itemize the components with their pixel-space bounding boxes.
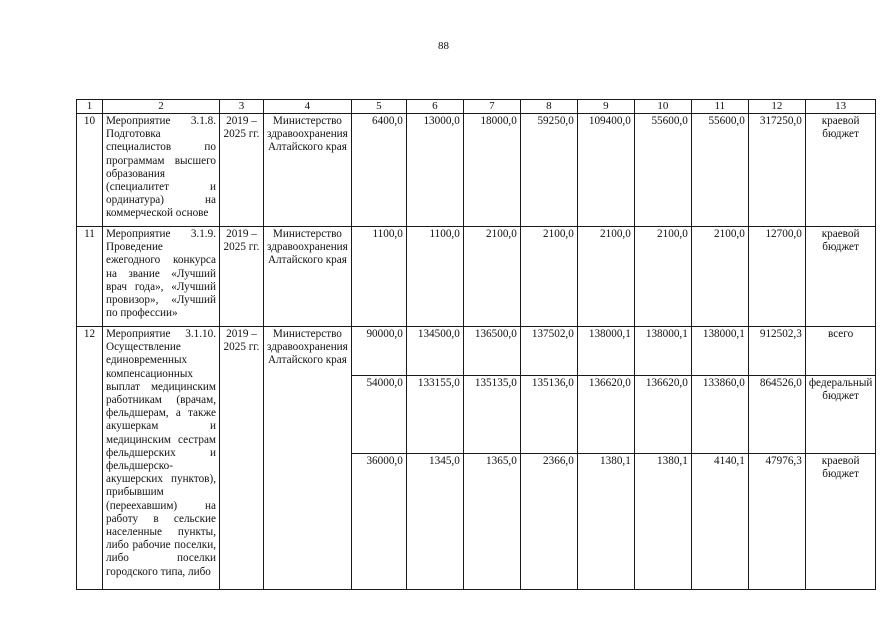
- value-cell: 1365,0: [463, 454, 520, 590]
- column-header: 4: [264, 100, 352, 114]
- column-header: 10: [634, 100, 691, 114]
- value-cell: 1100,0: [351, 227, 406, 327]
- row-number: 12: [77, 327, 103, 590]
- column-header: 12: [748, 100, 805, 114]
- value-cell: 864526,0: [748, 376, 805, 454]
- table-row: [77, 114, 876, 227]
- page-number: 88: [438, 40, 449, 52]
- value-cell: 134500,0: [406, 327, 463, 376]
- column-header: 6: [406, 100, 463, 114]
- value-cell: 2100,0: [577, 227, 634, 327]
- value-cell: 133860,0: [691, 376, 748, 454]
- value-cell: 1100,0: [406, 227, 463, 327]
- executor-cell: Министерство здравоохранения Алтайского края: [264, 327, 352, 590]
- value-cell: 6400,0: [351, 114, 406, 227]
- value-cell: 136620,0: [577, 376, 634, 454]
- value-cell: 13000,0: [406, 114, 463, 227]
- value-cell: 36000,0: [351, 454, 406, 590]
- funding-source: всего: [805, 327, 876, 376]
- funding-source: краевой бюджет: [805, 114, 876, 227]
- funding-source: краевой бюджет: [805, 454, 876, 590]
- column-header: 3: [220, 100, 264, 114]
- executor-cell: Министерство здравоохранения Алтайского края: [264, 227, 352, 327]
- value-cell: 59250,0: [520, 114, 577, 227]
- value-cell: 912502,3: [748, 327, 805, 376]
- value-cell: 317250,0: [748, 114, 805, 227]
- value-cell: 138000,1: [691, 327, 748, 376]
- executor-cell: Министерство здравоохранения Алтайского края: [264, 114, 352, 227]
- value-cell: 136500,0: [463, 327, 520, 376]
- value-cell: 2100,0: [463, 227, 520, 327]
- column-header: 7: [463, 100, 520, 114]
- value-cell: 138000,1: [577, 327, 634, 376]
- column-header: 13: [805, 100, 876, 114]
- funding-source: краевой бюджет: [805, 227, 876, 327]
- value-cell: 18000,0: [463, 114, 520, 227]
- column-number-header-row: [77, 100, 876, 114]
- funding-source: федеральный бюджет: [805, 376, 876, 454]
- table-row: [77, 327, 876, 376]
- value-cell: 136620,0: [634, 376, 691, 454]
- column-header: 9: [577, 100, 634, 114]
- value-cell: 1380,1: [577, 454, 634, 590]
- value-cell: 2100,0: [520, 227, 577, 327]
- value-cell: 1345,0: [406, 454, 463, 590]
- program-measures-table: [76, 99, 876, 590]
- value-cell: 135135,0: [463, 376, 520, 454]
- measure-name: Мероприятие 3.1.9. Проведение ежегодного конкурса на звание «Лучший врач года», «Лучший провизор», «Лучший по профессии»: [103, 227, 220, 327]
- column-header: 11: [691, 100, 748, 114]
- value-cell: 133155,0: [406, 376, 463, 454]
- value-cell: 90000,0: [351, 327, 406, 376]
- value-cell: 4140,1: [691, 454, 748, 590]
- row-number: 10: [77, 114, 103, 227]
- value-cell: 137502,0: [520, 327, 577, 376]
- value-cell: 135136,0: [520, 376, 577, 454]
- value-cell: 2100,0: [634, 227, 691, 327]
- column-header: 1: [77, 100, 103, 114]
- column-header: 2: [103, 100, 220, 114]
- measure-name: Мероприятие 3.1.8. Подготовка специалистов по программам высшего образования (специалитет и ординатура) на коммерческой основе: [103, 114, 220, 227]
- value-cell: 138000,1: [634, 327, 691, 376]
- table-row: [77, 227, 876, 327]
- period-cell: 2019 – 2025 гг.: [220, 327, 264, 590]
- value-cell: 2100,0: [691, 227, 748, 327]
- value-cell: 55600,0: [634, 114, 691, 227]
- value-cell: 54000,0: [351, 376, 406, 454]
- row-number: 11: [77, 227, 103, 327]
- column-header: 8: [520, 100, 577, 114]
- measure-name: Мероприятие 3.1.10. Осуществление единовременных компенсационных выплат медицинским работникам (врачам, фельдшерам, а также акушеркам и медицинским сестрам фельдшерских и фельдшерско-акушерских пунктов), прибывшим (переехавшим) на работу в сельские населенные пункты, либо рабочие поселки, либо поселки городского типа, либо: [103, 327, 220, 590]
- period-cell: 2019 – 2025 гг.: [220, 227, 264, 327]
- value-cell: 47976,3: [748, 454, 805, 590]
- value-cell: 12700,0: [748, 227, 805, 327]
- value-cell: 109400,0: [577, 114, 634, 227]
- value-cell: 1380,1: [634, 454, 691, 590]
- value-cell: 55600,0: [691, 114, 748, 227]
- value-cell: 2366,0: [520, 454, 577, 590]
- column-header: 5: [351, 100, 406, 114]
- period-cell: 2019 – 2025 гг.: [220, 114, 264, 227]
